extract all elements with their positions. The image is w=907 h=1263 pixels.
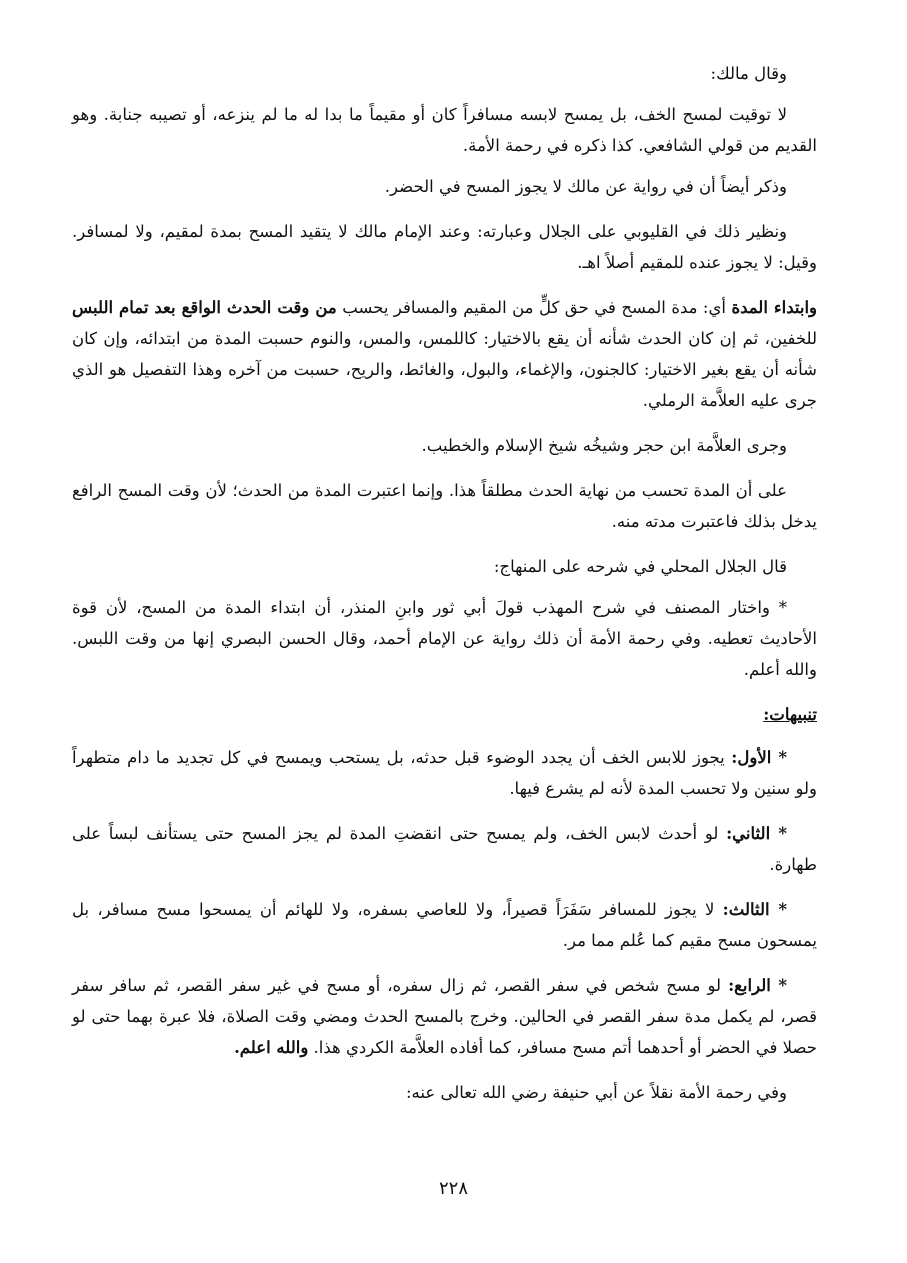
- note-third: [72, 894, 817, 956]
- term-start-duration: وابتداء المدة: [731, 298, 818, 317]
- note-third-label: * الثالث:: [722, 900, 787, 919]
- paragraph-end-of-hadath: على أن المدة تحسب من نهاية الحدث مطلقاً هذا. وإنما اعتبرت المدة من الحدث؛ لأن وقت المسح الرافع يدخل بذلك فاعتبرت مدته منه.: [72, 481, 817, 531]
- page-text: [72, 58, 817, 1108]
- note-fourth-text: لو مسح شخص في سفر القصر، ثم زال سفره، أو مسح في غير سفر القصر، ثم سافر سفر قصر، لم يكمل مدة سفر القصر في الحالين. وخرج بالمسح الحدث ومضي وقت الصلاة، فلا عبرة بهما حتى لو حصلا في الحضر أو أحدهما أتم مسح مسافر، كما أفاده العلاَّمة الكردي هذا.: [72, 976, 817, 1057]
- note-first-text: يجوز للابس الخف أن يجدد الوضوء قبل حدثه، بل يستحب ويمسح في كل تجديد ما دام متطهراً ولو سنين ولا تحسب المدة لأنه لم يشرع فيها.: [72, 748, 817, 798]
- note-fourth-label: * الرابع:: [728, 976, 788, 995]
- note-second: [72, 818, 817, 880]
- paragraph-malik-quote: لا توقيت لمسح الخف، بل يمسح لابسه مسافراً كان أو مقيماً ما بدا له ما لم ينزعه، أو تصيبه جنابة. وهو القديم من قولي الشافعي. كذا ذكره في رحمة الأمة.: [72, 105, 817, 155]
- paragraph-malik-hadar: وذكر أيضاً أن في رواية عن مالك لا يجوز المسح في الحضر.: [384, 177, 787, 196]
- page-number: ٢٢٨: [438, 1178, 468, 1199]
- note-first-label: * الأول:: [731, 748, 787, 767]
- note-third-text: لا يجوز للمسافر سَفَرَاً قصيراً، ولا للعاصي بسفره، ولا للهائم أن يمسحوا مسح مسافر، بل يمسحون مسح مقيم كما عُلم مما مر.: [72, 900, 817, 950]
- paragraph-mahalli-intro: قال الجلال المحلي في شرحه على المنهاج:: [493, 557, 787, 576]
- note-first: [72, 742, 817, 804]
- paragraph-start-duration: [72, 292, 817, 416]
- note-fourth: [72, 970, 817, 1063]
- tanbihat-heading: تنبيهات:: [763, 705, 817, 724]
- note-fourth-closing: والله اعلم.: [234, 1038, 309, 1057]
- paragraph-malik-intro: وقال مالك:: [710, 64, 787, 83]
- start-duration-text-a: أي: مدة المسح في حق كلٍّ من المقيم والمسافر يحسب: [336, 298, 732, 317]
- term-hadath-after-wearing: من وقت الحدث الواقع بعد تمام اللبس: [72, 298, 337, 317]
- paragraph-qalyubi: ونظير ذلك في القليوبي على الجلال وعبارته: وعند الإمام مالك لا يتقيد المسح بمدة لمقيم، ولا لمسافر. وقيل: لا يجوز عنده للمقيم أصلاً اهـ.: [72, 222, 817, 272]
- note-second-text: لو أحدث لابس الخف، ولم يمسح حتى انقضتِ المدة لم يجز المسح حتى يستأنف لبساً على طهارة.: [72, 824, 817, 874]
- paragraph-mahalli-quote: * واختار المصنف في شرح المهذب قولَ أبي ثور وابنِ المنذر، أن ابتداء المدة من المسح، لأن قوة الأحاديث تعطيه. وفي رحمة الأمة أن ذلك رواية عن الإمام أحمد، وقال الحسن البصري إنها من وقت اللبس. والله أعلم.: [72, 598, 817, 679]
- paragraph-ibn-hajar: وجرى العلاَّمة ابن حجر وشيخُه شيخ الإسلام والخطيب.: [421, 436, 787, 455]
- note-second-label: * الثاني:: [726, 824, 787, 843]
- start-duration-text-b: للخفين، ثم إن كان الحدث شأنه أن يقع بالاختيار: كاللمس، والمس، والنوم حسبت المدة من ابتدائه، وإن كان شأنه أن يقع بغير الاختيار: كالجنون، والإغماء، والبول، والغائط، والريح، حسبت من آخره وهذا التفصيل هو الذي جرى عليه العلاَّمة الرملي.: [72, 329, 817, 410]
- paragraph-closing: وفي رحمة الأمة نقلاً عن أبي حنيفة رضي الله تعالى عنه:: [406, 1083, 787, 1102]
